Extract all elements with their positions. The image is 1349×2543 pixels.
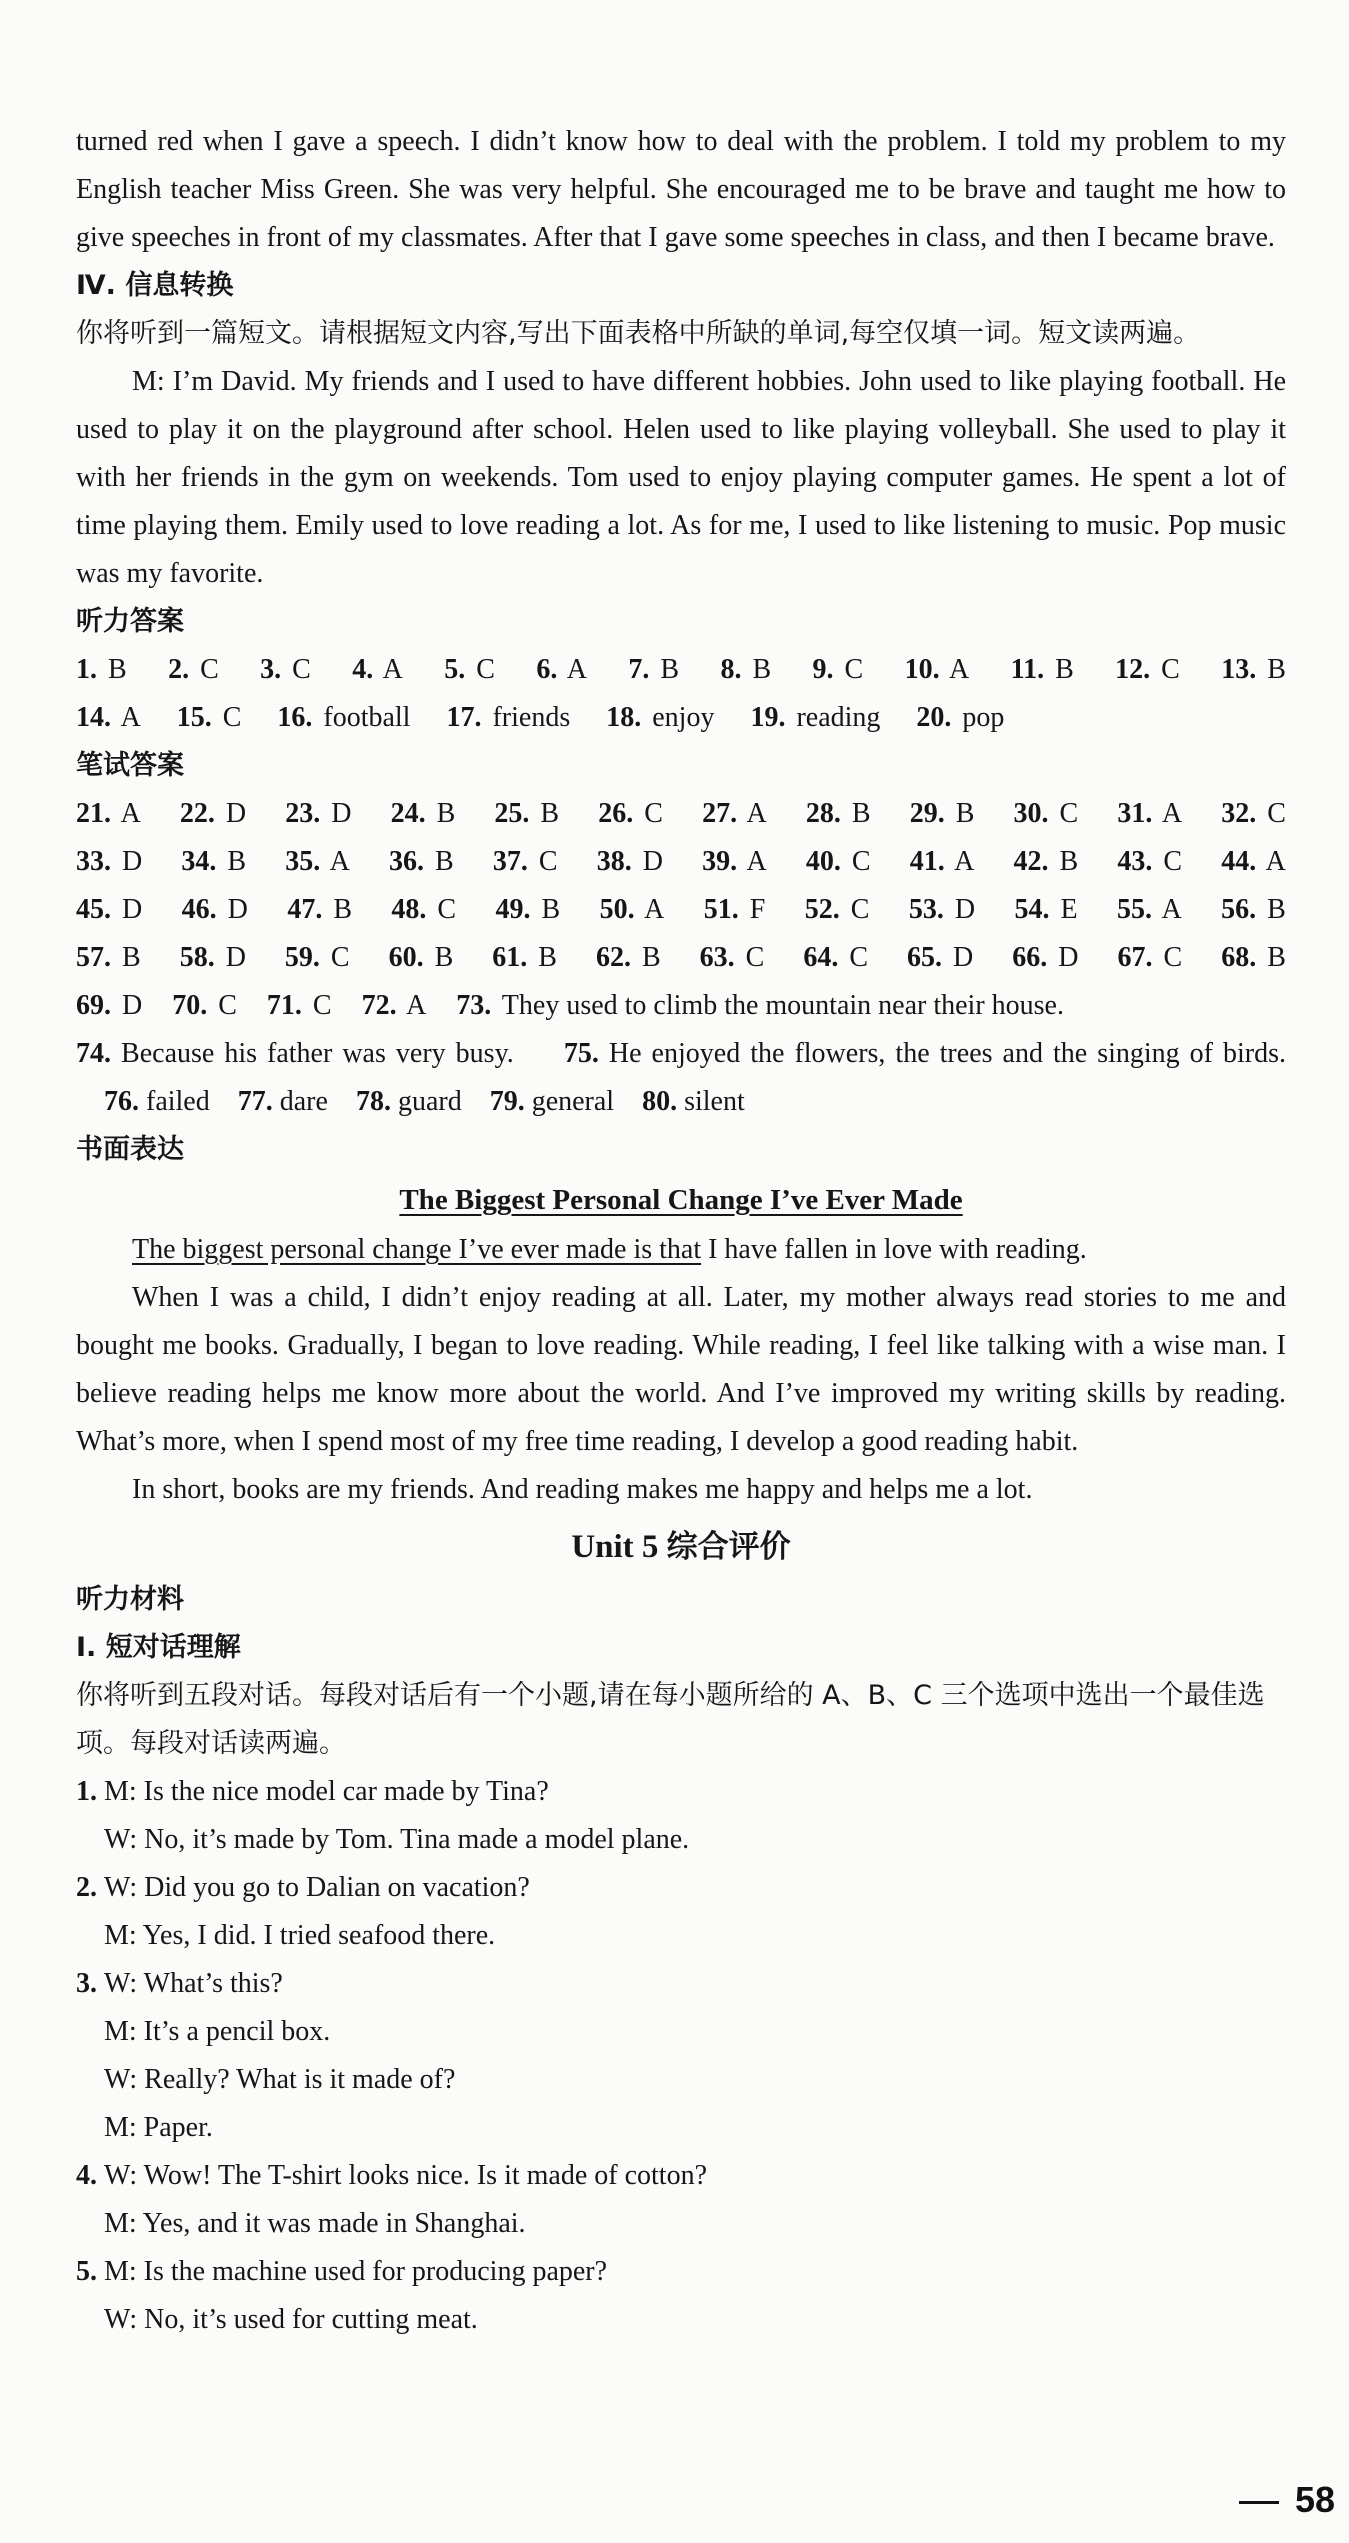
answer-item: 31. A — [1117, 798, 1183, 829]
answer-item: 76. failed — [104, 1086, 210, 1117]
dialogue-line: W: Really? What is it made of? — [104, 2064, 456, 2095]
writing-heading: 书面表达 — [76, 1134, 184, 1165]
intro-paragraph: turned red when I gave a speech. I didn’t know how to deal with the problem. I told my problem to my English teacher Miss Green. She was very helpful. She encouraged me to be brave and taught me how to give speeches in front of my classmates. After that I gave some speeches in class, and then I became brave. — [76, 126, 1286, 253]
answer-item: 78. guard — [355, 1086, 462, 1117]
written-answers-row-3 — [76, 886, 1286, 934]
answer-item: 18. enjoy — [606, 702, 715, 733]
written-answers-row-2 — [76, 838, 1286, 886]
answer-item: 66. D — [1012, 942, 1079, 973]
answer-item: 53. D — [908, 894, 976, 925]
answer-item: 5. C — [444, 654, 495, 685]
dialogue-line: M: Yes, I did. I tried seafood there. — [104, 1920, 496, 1951]
answer-item: 13. B — [1221, 654, 1286, 685]
answer-item: 8. B — [720, 654, 772, 685]
section4-passage: M: I’m David. My friends and I used to have different hobbies. John used to like playing football. He used to play it on the playground after school. Helen used to like playing volleyball. She used to play it with her friends in the gym on weekends. Tom used to enjoy playing computer games. He spent a lot of time playing them. Emily used to love reading a lot. As for me, I used to like listening to music. Pop music was my favorite. — [76, 366, 1286, 589]
section4-heading: Ⅳ. 信息转换 — [76, 270, 234, 301]
answer-item: 80. silent — [642, 1086, 745, 1117]
answer-item: 43. C — [1117, 846, 1183, 877]
answer-item: 28. B — [805, 798, 871, 829]
dialogue-line-first: 2. W: Did you go to Dalian on vacation? — [76, 1872, 530, 1903]
written-answers-heading: 笔试答案 — [76, 750, 184, 781]
dialogue-line-first: 3. W: What’s this? — [76, 1968, 283, 1999]
answer-item: 41. A — [909, 846, 975, 877]
answer-item: 45. D — [76, 894, 143, 925]
dialogue-line: W: No, it’s used for cutting meat. — [104, 2304, 478, 2335]
answer-item: 57. B — [76, 942, 141, 973]
answer-item: 58. D — [179, 942, 246, 973]
answer-item: 52. C — [804, 894, 870, 925]
answer-item: 19. reading — [750, 702, 881, 733]
answer-item: 2. C — [168, 654, 219, 685]
answer-item: 37. C — [492, 846, 558, 877]
answer-item: 12. C — [1115, 654, 1180, 685]
answer-item: 7. B — [628, 654, 680, 685]
essay-opening — [76, 1226, 1286, 1274]
answer-item: 4. A — [352, 654, 403, 685]
answer-item: 42. B — [1013, 846, 1079, 877]
answer-item: 11. B — [1010, 654, 1074, 685]
listening-answers-row-2 — [76, 694, 1286, 742]
answer-item: 38. D — [596, 846, 663, 877]
answer-item: 60. B — [388, 942, 454, 973]
dialogue-line-first: 4. W: Wow! The T-shirt looks nice. Is it made of cotton? — [76, 2160, 708, 2191]
answer-item: 71. C — [266, 990, 332, 1021]
essay-opening-underlined: The biggest personal change I’ve ever made is that — [132, 1234, 702, 1265]
answer-item: 79. general — [489, 1086, 615, 1117]
written-answers-row-4 — [76, 934, 1286, 982]
section4-instruction: 你将听到一篇短文。请根据短文内容,写出下面表格中所缺的单词,每空仅填一词。短文读两遍。 — [76, 318, 1201, 349]
written-answers-row-1 — [76, 790, 1286, 838]
answer-item: 29. B — [909, 798, 975, 829]
answer-item: 77. dare — [237, 1086, 328, 1117]
answer-item: 59. C — [284, 942, 350, 973]
written-answers-tail: 74. Because his father was very busy. 75. He enjoyed the flowers, the trees and the singing of birds. 76. failed 77. dare 78. guard 79. general 80. silent — [76, 1038, 1287, 1117]
answer-item: 46. D — [181, 894, 248, 925]
answer-item: 33. D — [76, 846, 143, 877]
answer-item: 63. C — [699, 942, 765, 973]
answer-item: 68. B — [1221, 942, 1286, 973]
answer-item: 61. B — [492, 942, 557, 973]
listening-answers-row-1 — [76, 646, 1286, 694]
answer-item: 51. F — [703, 894, 766, 925]
answer-item: 26. C — [598, 798, 663, 829]
dialogue-line-first: 5. M: Is the machine used for producing paper? — [76, 2256, 608, 2287]
answer-75: He enjoyed the flowers, the trees and the singing of birds. — [608, 1038, 1287, 1069]
answer-item: 17. friends — [446, 702, 571, 733]
answer-item: 27. A — [702, 798, 767, 829]
answer-item: 20. pop — [916, 702, 1005, 733]
essay-closing: In short, books are my friends. And reading makes me happy and helps me a lot. — [132, 1474, 1033, 1505]
dialogue-line: M: Yes, and it was made in Shanghai. — [104, 2208, 526, 2239]
dialogue-line: M: Paper. — [104, 2112, 213, 2143]
answer-item: 73. They used to climb the mountain near their house. — [456, 990, 1064, 1021]
answer-item: 14. A — [76, 702, 141, 733]
answer-item: 69. D — [76, 990, 143, 1021]
answer-item: 6. A — [536, 654, 587, 685]
essay-title: The Biggest Personal Change I’ve Ever Made — [399, 1184, 963, 1216]
answer-item: 23. D — [285, 798, 352, 829]
unit5-title: Unit 5 综合评价 — [571, 1529, 791, 1565]
answer-item: 67. C — [1117, 942, 1183, 973]
written-answers-row-5 — [76, 982, 1286, 1030]
answer-item: 36. B — [389, 846, 454, 877]
answer-item: 22. D — [179, 798, 247, 829]
unit5-part1-instruction: 你将听到五段对话。每段对话后有一个小题,请在每小题所给的 A、B、C 三个选项中选出一个最佳选项。每段对话读两遍。 — [76, 1680, 1265, 1759]
answer-item: 47. B — [287, 894, 352, 925]
answer-item: 40. C — [805, 846, 871, 877]
answer-item: 1. B — [76, 654, 127, 685]
answer-item: 64. C — [803, 942, 869, 973]
answer-page — [76, 118, 1286, 2344]
answer-item: 49. B — [495, 894, 561, 925]
answer-74: Because his father was very busy. — [121, 1038, 514, 1069]
dialogue-line: M: It’s a pencil box. — [104, 2016, 331, 2047]
answer-item: 30. C — [1013, 798, 1079, 829]
answer-item: 56. B — [1221, 894, 1286, 925]
answer-item: 39. A — [702, 846, 767, 877]
answer-item: 35. A — [285, 846, 350, 877]
answer-item: 65. D — [907, 942, 974, 973]
answer-item: 32. C — [1221, 798, 1286, 829]
dialogue-line-first: 1. M: Is the nice model car made by Tina? — [76, 1776, 549, 1807]
answers-76-80 — [76, 1086, 745, 1117]
unit5-part1-heading: Ⅰ. 短对话理解 — [76, 1632, 241, 1663]
answer-item: 62. B — [595, 942, 661, 973]
essay-opening-rest: I have fallen in love with reading. — [701, 1234, 1087, 1265]
answer-item: 9. C — [812, 654, 864, 685]
answer-item: 25. B — [494, 798, 560, 829]
essay-body: When I was a child, I didn’t enjoy reading at all. Later, my mother always read stories to me and bought me books. Gradually, I began to love reading. While reading, I feel like talking with a wise man. I believe reading helps me know more about the world. And I’ve improved my writing skills by reading. What’s more, when I spend most of my free time reading, I develop a good reading habit. — [76, 1282, 1286, 1457]
answer-item: 10. A — [904, 654, 970, 685]
answer-item: 15. C — [176, 702, 242, 733]
answer-item: 55. A — [1117, 894, 1182, 925]
dialogue-line: W: No, it’s made by Tom. Tina made a model plane. — [104, 1824, 690, 1855]
answer-item: 21. A — [76, 798, 141, 829]
page-number: 58 — [1239, 2479, 1335, 2521]
listening-answers-heading: 听力答案 — [76, 606, 184, 637]
answer-item: 24. B — [390, 798, 456, 829]
answer-item: 50. A — [599, 894, 665, 925]
answer-item: 70. C — [172, 990, 237, 1021]
answer-item: 44. A — [1221, 846, 1286, 877]
unit5-listening-heading: 听力材料 — [76, 1584, 184, 1615]
dialogue-list — [76, 1768, 1286, 2344]
answer-item: 54. E — [1014, 894, 1078, 925]
answer-item: 16. football — [277, 702, 411, 733]
answer-item: 3. C — [260, 654, 311, 685]
answer-item: 72. A — [361, 990, 427, 1021]
answer-item: 48. C — [391, 894, 457, 925]
answer-item: 34. B — [181, 846, 247, 877]
